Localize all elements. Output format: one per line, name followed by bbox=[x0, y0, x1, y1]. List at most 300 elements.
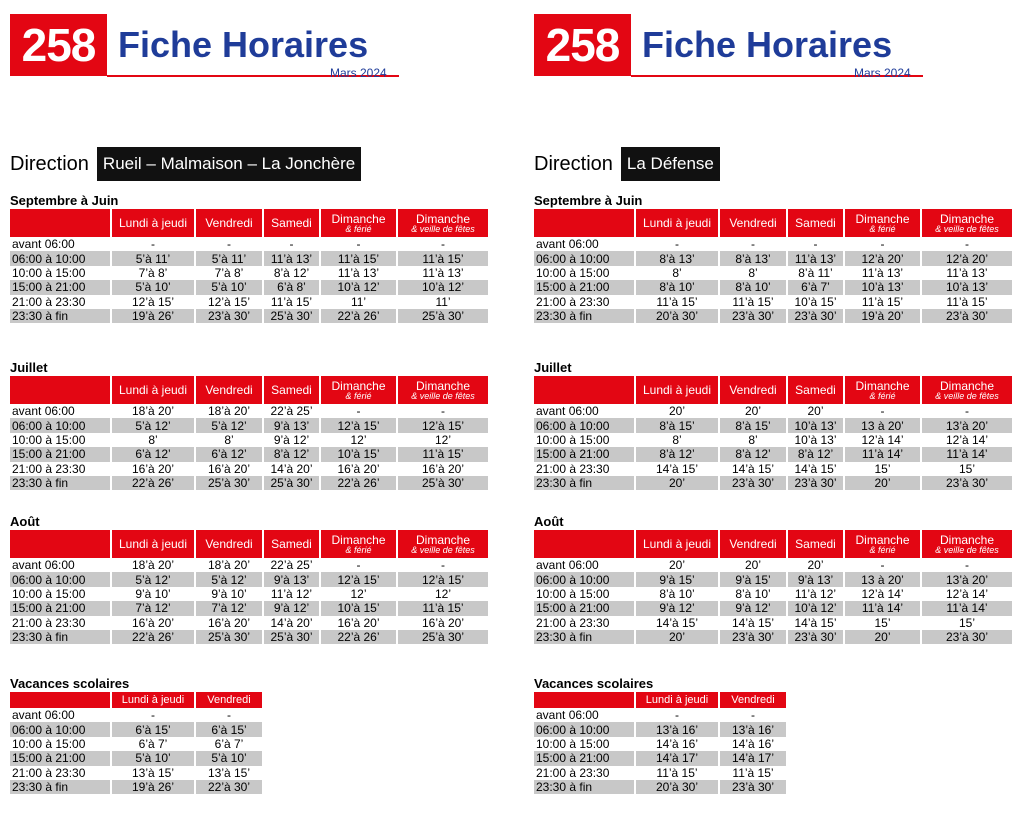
frequency-cell: 11’à 14’ bbox=[845, 601, 920, 615]
time-range: 10:00 à 15:00 bbox=[536, 265, 610, 280]
frequency-cell: 16’à 20’ bbox=[207, 461, 251, 476]
frequency-cell: 11’à 15’ bbox=[398, 601, 488, 615]
frequency-cell: 12’à 15’ bbox=[398, 418, 488, 432]
column-header bbox=[636, 376, 718, 404]
time-range: avant 06:00 bbox=[12, 404, 75, 419]
frequency-cell: 15’ bbox=[958, 615, 975, 630]
section-title: Août bbox=[10, 514, 40, 529]
column-header-label: Lundi à jeudi bbox=[118, 383, 188, 397]
frequency-cell: 14’à 16’ bbox=[731, 736, 775, 751]
table-row bbox=[10, 404, 488, 418]
frequency-cell: 7’à 12’ bbox=[112, 601, 194, 615]
column-header bbox=[845, 209, 920, 237]
frequency-cell: 6’à 7’ bbox=[788, 280, 843, 294]
destination-badge: La Défense bbox=[621, 147, 720, 181]
time-range: 23:30 à fin bbox=[10, 780, 110, 794]
frequency-cell: 25’à 30’ bbox=[398, 309, 488, 323]
frequency-cell: 6’à 12’ bbox=[112, 447, 194, 461]
frequency-cell: 6’à 8’ bbox=[264, 280, 319, 294]
frequency-cell: 22’à 26’ bbox=[112, 630, 194, 644]
frequency-cell: 9’à 10’ bbox=[211, 586, 247, 601]
time-range: 06:00 à 10:00 bbox=[534, 722, 634, 736]
table-row bbox=[10, 418, 488, 432]
time-range: 15:00 à 21:00 bbox=[10, 601, 110, 615]
table-row bbox=[10, 587, 488, 601]
table-row bbox=[10, 601, 488, 615]
table-row bbox=[10, 766, 262, 780]
column-header bbox=[788, 530, 843, 558]
column-header-label: Lundi à jeudi bbox=[645, 694, 709, 706]
frequency-cell: 13’à 20’ bbox=[922, 418, 1012, 432]
column-header-label: Vendredi bbox=[731, 694, 775, 706]
column-header-label: Vendredi bbox=[205, 383, 253, 397]
frequency-cell: 11’à 13’ bbox=[788, 251, 843, 265]
column-header-label: Dimanche bbox=[415, 211, 471, 226]
section-title: Juillet bbox=[10, 360, 48, 375]
table-row bbox=[10, 309, 488, 323]
frequency-cell: 25’à 30’ bbox=[196, 476, 262, 490]
frequency-cell: 14’à 17’ bbox=[720, 751, 786, 765]
column-header-sublabel: & veille de fêtes bbox=[411, 390, 475, 401]
schedule-section bbox=[10, 676, 264, 794]
table-row bbox=[534, 558, 1012, 572]
frequency-cell: 8’à 13’ bbox=[636, 251, 718, 265]
table-row bbox=[10, 476, 488, 490]
frequency-cell: 8’à 12’ bbox=[636, 447, 718, 461]
frequency-cell: 20’ bbox=[744, 558, 761, 573]
column-header-label: Dimanche bbox=[939, 378, 995, 393]
frequency-cell: 14’à 15’ bbox=[731, 461, 775, 476]
frequency-cell: 9’à 10’ bbox=[135, 586, 171, 601]
frequency-cell: 16’à 20’ bbox=[207, 615, 251, 630]
column-header-sublabel: & férié bbox=[345, 390, 372, 401]
frequency-cell: 6’à 12’ bbox=[196, 447, 262, 461]
frequency-cell: 11’à 14’ bbox=[922, 447, 1012, 461]
column-header bbox=[788, 209, 843, 237]
frequency-cell: 11’ bbox=[350, 294, 367, 309]
frequency-cell: 20’ bbox=[636, 630, 718, 644]
column-header-label: Samedi bbox=[271, 383, 312, 397]
frequency-cell: 8’à 11’ bbox=[798, 265, 833, 280]
frequency-cell: - bbox=[965, 404, 969, 419]
time-range: 06:00 à 10:00 bbox=[534, 251, 634, 265]
table-row bbox=[10, 462, 488, 476]
column-header bbox=[398, 376, 488, 404]
frequency-cell: - bbox=[441, 237, 445, 252]
column-header-label: Samedi bbox=[795, 537, 836, 551]
frequency-cell: 8’à 10’ bbox=[636, 280, 718, 294]
frequency-cell: 13’à 20’ bbox=[922, 572, 1012, 586]
column-header-label: Lundi à jeudi bbox=[121, 694, 185, 706]
frequency-cell: 11’à 15’ bbox=[656, 294, 698, 309]
frequency-cell: 13’à 15’ bbox=[131, 765, 175, 780]
frequency-cell: - bbox=[227, 708, 231, 723]
frequency-cell: 13’à 16’ bbox=[720, 722, 786, 736]
column-header-label: Samedi bbox=[795, 216, 836, 230]
frequency-cell: 5’à 11’ bbox=[196, 251, 262, 265]
column-header-sublabel: & veille de fêtes bbox=[935, 223, 999, 234]
frequency-cell: 7’à 12’ bbox=[196, 601, 262, 615]
frequency-cell: 11’à 15’ bbox=[946, 294, 988, 309]
table-row bbox=[10, 266, 488, 280]
frequency-cell: 12’ bbox=[434, 432, 451, 447]
time-range: 10:00 à 15:00 bbox=[536, 586, 610, 601]
frequency-cell: 9’à 13’ bbox=[788, 572, 843, 586]
column-header-label: Dimanche bbox=[331, 211, 386, 226]
column-header bbox=[321, 530, 396, 558]
frequency-cell: 8’à 12’ bbox=[264, 447, 319, 461]
frequency-cell: 6’à 15’ bbox=[112, 722, 194, 736]
time-range: 10:00 à 15:00 bbox=[12, 432, 86, 447]
column-header-label: Dimanche bbox=[415, 378, 471, 393]
table-row bbox=[534, 751, 786, 765]
frequency-cell: 5’à 10’ bbox=[112, 751, 194, 765]
table-row bbox=[10, 780, 262, 794]
frequency-cell: 23’à 30’ bbox=[720, 309, 786, 323]
frequency-cell: 10’à 12’ bbox=[398, 280, 488, 294]
frequency-cell: 9’à 12’ bbox=[636, 601, 718, 615]
frequency-cell: 23’à 30’ bbox=[196, 309, 262, 323]
schedule-section bbox=[10, 193, 490, 323]
time-range: 10:00 à 15:00 bbox=[12, 736, 86, 751]
table-row bbox=[534, 404, 1012, 418]
frequency-cell: 8’à 10’ bbox=[659, 586, 695, 601]
frequency-cell: 12’à 20’ bbox=[922, 251, 1012, 265]
frequency-cell: 11’à 14’ bbox=[922, 601, 1012, 615]
frequency-cell: 5’à 12’ bbox=[112, 572, 194, 586]
frequency-cell: 6’à 7’ bbox=[214, 736, 244, 751]
table-row bbox=[534, 418, 1012, 432]
time-range: 21:00 à 23:30 bbox=[536, 461, 610, 476]
frequency-cell: 19’à 26’ bbox=[112, 309, 194, 323]
schedule-table bbox=[8, 530, 490, 644]
time-range: 15:00 à 21:00 bbox=[534, 280, 634, 294]
frequency-cell: 25’à 30’ bbox=[196, 630, 262, 644]
column-header bbox=[112, 530, 194, 558]
column-header bbox=[112, 376, 194, 404]
frequency-cell: 20’à 30’ bbox=[636, 780, 718, 794]
time-range: avant 06:00 bbox=[536, 404, 599, 419]
frequency-cell: 8’ bbox=[748, 432, 758, 447]
page-title: Fiche Horaires bbox=[118, 24, 369, 65]
table-row bbox=[534, 447, 1012, 461]
frequency-cell: 14’à 16’ bbox=[655, 736, 699, 751]
column-header-label: Lundi à jeudi bbox=[118, 537, 188, 551]
frequency-cell: 18’à 20’ bbox=[131, 404, 175, 419]
frequency-cell: 12’ bbox=[350, 432, 367, 447]
section-title: Août bbox=[534, 514, 564, 529]
table-row bbox=[10, 572, 488, 586]
frequency-cell: 6’à 7’ bbox=[138, 736, 168, 751]
frequency-cell: 16’à 20’ bbox=[131, 615, 175, 630]
header-row bbox=[534, 530, 1012, 558]
time-range: 06:00 à 10:00 bbox=[10, 722, 110, 736]
frequency-cell: 18’à 20’ bbox=[207, 404, 251, 419]
column-header bbox=[264, 376, 319, 404]
frequency-cell: 10’à 12’ bbox=[321, 280, 396, 294]
schedule-section bbox=[10, 514, 490, 644]
frequency-cell: 11’à 15’ bbox=[398, 447, 488, 461]
column-header bbox=[636, 209, 718, 237]
column-header-sublabel: & veille de fêtes bbox=[935, 544, 999, 555]
frequency-cell: 9’à 15’ bbox=[636, 572, 718, 586]
schedule-section bbox=[10, 360, 490, 490]
frequency-cell: 25’à 30’ bbox=[264, 630, 319, 644]
frequency-cell: 11’à 12’ bbox=[270, 586, 313, 601]
frequency-cell: 8’à 10’ bbox=[720, 280, 786, 294]
frequency-cell: 12’ bbox=[350, 586, 367, 601]
direction-label: Direction bbox=[534, 152, 613, 175]
frequency-cell: 12’à 14’ bbox=[945, 432, 989, 447]
frequency-cell: 13’à 16’ bbox=[636, 722, 718, 736]
frequency-cell: 5’à 10’ bbox=[196, 751, 262, 765]
frequency-cell: - bbox=[227, 237, 231, 252]
direction-bar bbox=[534, 146, 720, 182]
direction-bar bbox=[10, 146, 361, 182]
frequency-cell: 8’ bbox=[748, 265, 758, 280]
frequency-cell: 5’à 11’ bbox=[112, 251, 194, 265]
column-header-label: Dimanche bbox=[855, 378, 910, 393]
column-header-sublabel: & veille de fêtes bbox=[411, 544, 475, 555]
section-title: Septembre à Juin bbox=[10, 193, 119, 208]
frequency-cell: 8’à 13’ bbox=[720, 251, 786, 265]
section-title: Juillet bbox=[534, 360, 572, 375]
frequency-cell: 20’ bbox=[636, 476, 718, 490]
section-title: Vacances scolaires bbox=[534, 676, 654, 691]
frequency-cell: 6’à 15’ bbox=[196, 722, 262, 736]
frequency-cell: 5’à 12’ bbox=[196, 572, 262, 586]
frequency-cell: 15’ bbox=[874, 461, 891, 476]
table-row bbox=[10, 558, 488, 572]
frequency-cell: 23’à 30’ bbox=[922, 630, 1012, 644]
frequency-cell: 12’à 14’ bbox=[861, 432, 904, 447]
frequency-cell: 25’à 30’ bbox=[264, 476, 319, 490]
frequency-cell: 9’à 12’ bbox=[264, 601, 319, 615]
frequency-cell: 9’à 13’ bbox=[264, 418, 319, 432]
schedule-section bbox=[534, 676, 788, 794]
frequency-cell: 11’à 13’ bbox=[264, 251, 319, 265]
destination-badge: Rueil – Malmaison – La Jonchère bbox=[97, 147, 361, 181]
time-range: 10:00 à 15:00 bbox=[12, 586, 86, 601]
time-range: 15:00 à 21:00 bbox=[534, 601, 634, 615]
time-range: avant 06:00 bbox=[12, 558, 75, 573]
table-row bbox=[10, 433, 488, 447]
schedule-table bbox=[8, 376, 490, 490]
frequency-cell: - bbox=[356, 558, 361, 573]
column-header-sublabel: & férié bbox=[869, 544, 896, 555]
table-row bbox=[534, 237, 1012, 251]
column-header bbox=[636, 530, 718, 558]
frequency-cell: 10’à 15’ bbox=[794, 294, 837, 309]
frequency-cell: 20’ bbox=[744, 404, 761, 419]
header-corner bbox=[10, 209, 110, 237]
column-header bbox=[398, 530, 488, 558]
table-row bbox=[534, 722, 786, 736]
time-range: 06:00 à 10:00 bbox=[10, 572, 110, 586]
schedule-section bbox=[534, 193, 1014, 323]
table-row bbox=[534, 766, 786, 780]
time-range: 21:00 à 23:30 bbox=[12, 461, 86, 476]
table-row bbox=[534, 630, 1012, 644]
line-number-badge: 258 bbox=[10, 14, 107, 76]
column-header-label: Dimanche bbox=[855, 211, 910, 226]
frequency-cell: 9’à 12’ bbox=[720, 601, 786, 615]
frequency-cell: 22’à 25’ bbox=[270, 558, 313, 573]
frequency-cell: 14’à 15’ bbox=[655, 615, 699, 630]
frequency-cell: 5’à 10’ bbox=[196, 280, 262, 294]
column-header bbox=[196, 692, 262, 708]
frequency-cell: 11’à 15’ bbox=[270, 294, 313, 309]
frequency-cell: 8’à 12’ bbox=[273, 265, 310, 280]
frequency-cell: - bbox=[965, 558, 969, 573]
frequency-cell: 14’à 20’ bbox=[270, 615, 313, 630]
column-header bbox=[112, 692, 194, 708]
frequency-cell: 15’ bbox=[874, 615, 891, 630]
frequency-cell: 10’à 12’ bbox=[788, 601, 843, 615]
column-header-label: Dimanche bbox=[331, 532, 386, 547]
column-header-label: Vendredi bbox=[205, 216, 253, 230]
header-corner bbox=[534, 209, 634, 237]
frequency-cell: - bbox=[965, 237, 969, 252]
frequency-cell: 5’à 10’ bbox=[112, 280, 194, 294]
schedule-table bbox=[532, 692, 788, 794]
frequency-cell: 12’à 15’ bbox=[321, 572, 396, 586]
schedule-section bbox=[534, 514, 1014, 644]
frequency-cell: 22’à 30’ bbox=[196, 780, 262, 794]
column-header-sublabel: & férié bbox=[869, 390, 896, 401]
time-range: avant 06:00 bbox=[536, 237, 599, 252]
column-header-label: Dimanche bbox=[939, 532, 995, 547]
frequency-cell: 12’à 15’ bbox=[207, 294, 251, 309]
frequency-cell: 18’à 20’ bbox=[207, 558, 251, 573]
frequency-cell: 20’à 30’ bbox=[636, 309, 718, 323]
edition-date: Mars 2024 bbox=[330, 66, 387, 80]
frequency-cell: 22’à 26’ bbox=[321, 476, 396, 490]
time-range: 15:00 à 21:00 bbox=[10, 280, 110, 294]
frequency-cell: 11’à 13’ bbox=[861, 265, 904, 280]
header-corner bbox=[534, 692, 634, 708]
frequency-cell: - bbox=[880, 558, 885, 573]
header-corner bbox=[10, 376, 110, 404]
frequency-cell: 11’à 12’ bbox=[794, 586, 837, 601]
header-row bbox=[10, 376, 488, 404]
time-range: 15:00 à 21:00 bbox=[10, 751, 110, 765]
frequency-cell: 11’à 15’ bbox=[656, 765, 698, 780]
frequency-cell: - bbox=[880, 404, 885, 419]
frequency-cell: 8’ bbox=[672, 432, 682, 447]
table-row bbox=[534, 708, 786, 722]
column-header bbox=[720, 209, 786, 237]
time-range: 06:00 à 10:00 bbox=[534, 418, 634, 432]
column-header bbox=[196, 209, 262, 237]
header-row bbox=[10, 209, 488, 237]
frequency-cell: 8’à 10’ bbox=[735, 586, 771, 601]
frequency-cell: 20’ bbox=[668, 558, 685, 573]
frequency-cell: 23’à 30’ bbox=[922, 476, 1012, 490]
frequency-cell: 11’ bbox=[435, 294, 451, 309]
frequency-cell: 20’ bbox=[845, 476, 920, 490]
time-range: 10:00 à 15:00 bbox=[536, 432, 610, 447]
header-corner bbox=[534, 376, 634, 404]
edition-date: Mars 2024 bbox=[854, 66, 911, 80]
table-row bbox=[534, 251, 1012, 265]
frequency-cell: 16’à 20’ bbox=[337, 461, 380, 476]
time-range: 23:30 à fin bbox=[534, 780, 634, 794]
frequency-cell: 14’à 15’ bbox=[731, 615, 775, 630]
time-range: 15:00 à 21:00 bbox=[534, 751, 634, 765]
column-header bbox=[922, 209, 1012, 237]
frequency-cell: 12’à 15’ bbox=[321, 418, 396, 432]
frequency-cell: 12’à 14’ bbox=[945, 586, 989, 601]
column-header bbox=[636, 692, 718, 708]
frequency-cell: 8’ bbox=[148, 432, 158, 447]
frequency-cell: 5’à 12’ bbox=[112, 418, 194, 432]
frequency-cell: 11’à 15’ bbox=[732, 294, 774, 309]
time-range: avant 06:00 bbox=[536, 708, 599, 723]
time-range: 23:30 à fin bbox=[10, 630, 110, 644]
frequency-cell: 16’à 20’ bbox=[421, 461, 465, 476]
frequency-cell: 23’à 30’ bbox=[922, 309, 1012, 323]
frequency-cell: 8’à 12’ bbox=[788, 447, 843, 461]
table-row bbox=[534, 462, 1012, 476]
frequency-cell: 11’à 14’ bbox=[845, 447, 920, 461]
frequency-cell: 11’à 13’ bbox=[946, 265, 988, 280]
table-row bbox=[10, 280, 488, 294]
table-row bbox=[10, 616, 488, 630]
column-header bbox=[196, 376, 262, 404]
header-row bbox=[534, 376, 1012, 404]
column-header-label: Vendredi bbox=[729, 216, 777, 230]
table-row bbox=[10, 722, 262, 736]
frequency-cell: 10’à 13’ bbox=[794, 432, 837, 447]
column-header-label: Vendredi bbox=[729, 537, 777, 551]
frequency-cell: 22’à 26’ bbox=[112, 476, 194, 490]
table-row bbox=[534, 587, 1012, 601]
frequency-cell: 12’à 15’ bbox=[131, 294, 175, 309]
frequency-cell: 20’ bbox=[845, 630, 920, 644]
column-header-label: Samedi bbox=[271, 537, 312, 551]
time-range: 21:00 à 23:30 bbox=[536, 294, 610, 309]
header-row bbox=[534, 692, 786, 708]
frequency-cell: 20’ bbox=[807, 558, 824, 573]
time-range: 15:00 à 21:00 bbox=[534, 447, 634, 461]
section-title: Septembre à Juin bbox=[534, 193, 643, 208]
time-range: avant 06:00 bbox=[536, 558, 599, 573]
frequency-cell: - bbox=[813, 237, 818, 252]
header bbox=[524, 0, 1024, 90]
column-header bbox=[845, 530, 920, 558]
column-header bbox=[720, 692, 786, 708]
frequency-cell: 13 à 20’ bbox=[845, 418, 920, 432]
section-title: Vacances scolaires bbox=[10, 676, 130, 691]
frequency-cell: 13 à 20’ bbox=[845, 572, 920, 586]
frequency-cell: - bbox=[441, 404, 445, 419]
table-row bbox=[10, 630, 488, 644]
frequency-cell: - bbox=[751, 708, 755, 723]
column-header bbox=[112, 209, 194, 237]
frequency-cell: 12’à 14’ bbox=[861, 586, 904, 601]
column-header bbox=[845, 376, 920, 404]
frequency-cell: 14’à 15’ bbox=[794, 461, 837, 476]
time-range: 23:30 à fin bbox=[10, 309, 110, 323]
frequency-cell: 25’à 30’ bbox=[264, 309, 319, 323]
time-range: 23:30 à fin bbox=[534, 476, 634, 490]
frequency-cell: 15’ bbox=[958, 461, 975, 476]
column-header-label: Dimanche bbox=[939, 211, 995, 226]
table-row bbox=[534, 616, 1012, 630]
time-range: 23:30 à fin bbox=[10, 476, 110, 490]
table-row bbox=[534, 476, 1012, 490]
